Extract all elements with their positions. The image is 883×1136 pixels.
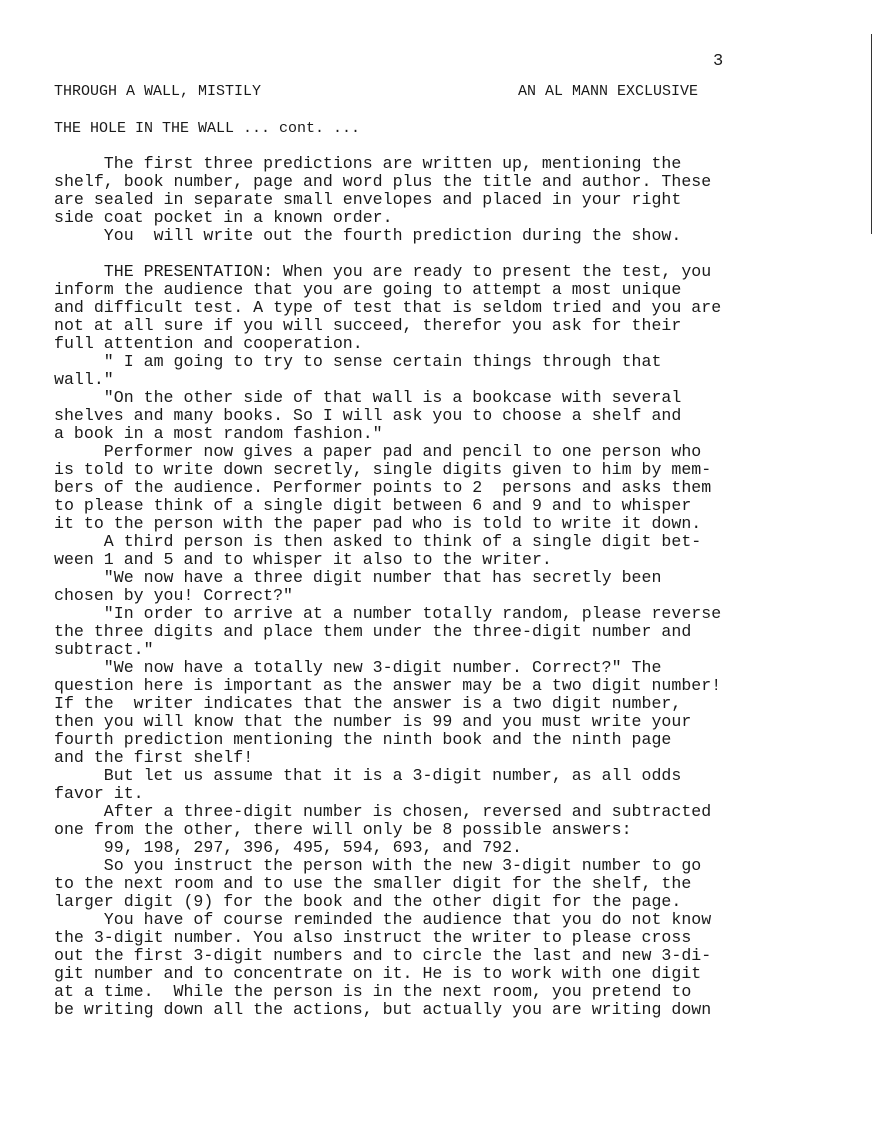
section-title: THE HOLE IN THE WALL ... cont. ... xyxy=(54,120,361,137)
text-line: ween 1 and 5 and to whisper it also to the writer. xyxy=(54,550,552,569)
text-line: larger digit (9) for the book and the other digit for the page. xyxy=(54,892,682,911)
text-line: wall." xyxy=(54,370,114,389)
text-line: You have of course reminded the audience that you do not know xyxy=(54,910,712,929)
text-line: But let us assume that it is a 3-digit number, as all odds xyxy=(54,766,682,785)
text-line: one from the other, there will only be 8 possible answers: xyxy=(54,820,632,839)
page-number: 3 xyxy=(713,52,724,71)
text-line: not at all sure if you will succeed, therefor you ask for their xyxy=(54,316,682,335)
text-line: are sealed in separate small envelopes and placed in your right xyxy=(54,190,682,209)
text-line: at a time. While the person is in the next room, you pretend to xyxy=(54,982,692,1001)
text-line: and the first shelf! xyxy=(54,748,254,767)
text-line: to the next room and to use the smaller digit for the shelf, the xyxy=(54,874,692,893)
text-line: is told to write down secretly, single digits given to him by mem- xyxy=(54,460,712,479)
text-line: bers of the audience. Performer points to 2 persons and asks them xyxy=(54,478,712,497)
text-line: Performer now gives a paper pad and pencil to one person who xyxy=(54,442,702,461)
text-line: favor it. xyxy=(54,784,144,803)
text-line: "On the other side of that wall is a bookcase with several xyxy=(54,388,682,407)
text-line: After a three-digit number is chosen, reversed and subtracted xyxy=(54,802,712,821)
text-line: "We now have a totally new 3-digit number. Correct?" The xyxy=(54,658,662,677)
text-line: chosen by you! Correct?" xyxy=(54,586,293,605)
text-line: to please think of a single digit between 6 and 9 and to whisper xyxy=(54,496,692,515)
header-title-right: AN AL MANN EXCLUSIVE xyxy=(518,83,699,100)
text-line: a book in a most random fashion." xyxy=(54,424,383,443)
text-line: shelf, book number, page and word plus the title and author. These xyxy=(54,172,712,191)
text-line: question here is important as the answer may be a two digit number! xyxy=(54,676,722,695)
text-line: "In order to arrive at a number totally random, please reverse xyxy=(54,604,722,623)
margin-rule xyxy=(871,34,872,234)
text-line: out the first 3-digit numbers and to circle the last and new 3-di- xyxy=(54,946,712,965)
text-line: You will write out the fourth prediction during the show. xyxy=(54,226,682,245)
text-line: the 3-digit number. You also instruct the writer to please cross xyxy=(54,928,692,947)
text-line: be writing down all the actions, but actually you are writing down xyxy=(54,1000,712,1019)
paragraph-gap xyxy=(54,245,854,263)
text-line: and difficult test. A type of test that is seldom tried and you are xyxy=(54,298,722,317)
text-line: 99, 198, 297, 396, 495, 594, 693, and 792. xyxy=(54,838,523,857)
paragraph-predictions xyxy=(54,155,854,245)
text-line: The first three predictions are written up, mentioning the xyxy=(54,154,682,173)
header-title-left: THROUGH A WALL, MISTILY xyxy=(54,83,262,100)
text-line: side coat pocket in a known order. xyxy=(54,208,393,227)
paragraph-presentation xyxy=(54,263,854,1019)
body-text xyxy=(54,155,854,1019)
text-line: then you will know that the number is 99 and you must write your xyxy=(54,712,692,731)
text-line: fourth prediction mentioning the ninth book and the ninth page xyxy=(54,730,672,749)
text-line: it to the person with the paper pad who is told to write it down. xyxy=(54,514,702,533)
text-line: THE PRESENTATION: When you are ready to present the test, you xyxy=(54,262,712,281)
text-line: "We now have a three digit number that has secretly been xyxy=(54,568,662,587)
text-line: " I am going to try to sense certain things through that xyxy=(54,352,662,371)
text-line: subtract." xyxy=(54,640,154,659)
text-line: shelves and many books. So I will ask you to choose a shelf and xyxy=(54,406,682,425)
text-line: git number and to concentrate on it. He is to work with one digit xyxy=(54,964,702,983)
text-line: full attention and cooperation. xyxy=(54,334,363,353)
text-line: the three digits and place them under the three-digit number and xyxy=(54,622,692,641)
text-line: inform the audience that you are going to attempt a most unique xyxy=(54,280,682,299)
text-line: So you instruct the person with the new 3-digit number to go xyxy=(54,856,702,875)
text-line: A third person is then asked to think of a single digit bet- xyxy=(54,532,702,551)
text-line: If the writer indicates that the answer is a two digit number, xyxy=(54,694,682,713)
